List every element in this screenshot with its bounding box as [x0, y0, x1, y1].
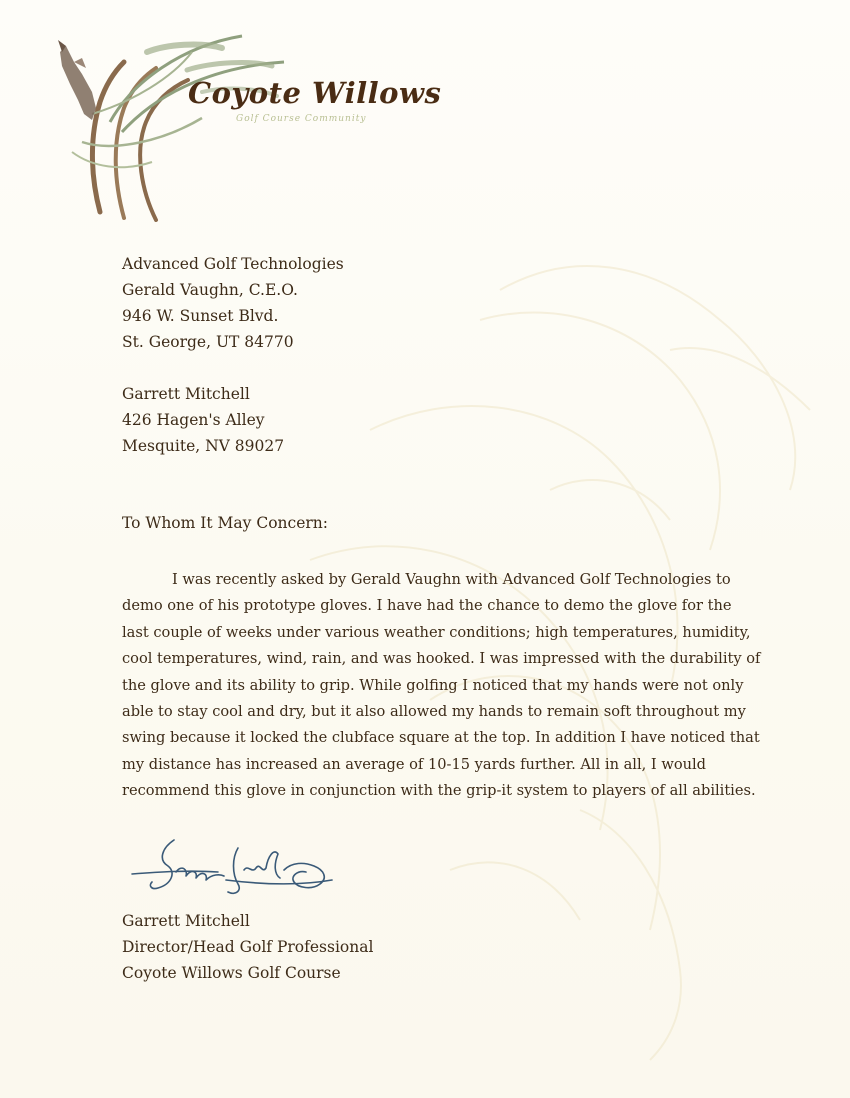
- letterhead-subtitle: Golf Course Community: [236, 114, 367, 124]
- recipient-street: 946 W. Sunset Blvd.: [122, 307, 279, 325]
- sender-street: 426 Hagen's Alley: [122, 411, 265, 429]
- letterhead-title: Coyote Willows: [188, 76, 442, 110]
- howling-coyote-graphic: [58, 40, 96, 120]
- body-line: able to stay cool and dry, but it also allowed my hands to remain soft throughout my: [122, 703, 746, 721]
- sender-city: Mesquite, NV 89027: [122, 437, 285, 455]
- body-line: last couple of weeks under various weather conditions; high temperatures, humidity,: [122, 623, 751, 641]
- letter-body: [122, 567, 761, 805]
- recipient-address: [122, 251, 344, 355]
- recipient-city: St. George, UT 84770: [122, 333, 294, 351]
- closing-signature-block: [122, 908, 373, 986]
- sender-address: [122, 381, 284, 459]
- body-line: swing because it locked the clubface square at the top. In addition I have noticed that: [122, 729, 760, 747]
- sender-name: Garrett Mitchell: [122, 385, 250, 403]
- body-line: cool temperatures, wind, rain, and was hooked. I was impressed with the durability of: [122, 650, 761, 668]
- body-line: I was recently asked by Gerald Vaughn with Advanced Golf Technologies to: [172, 571, 731, 588]
- signer-name: Garrett Mitchell: [122, 912, 250, 930]
- recipient-company: Advanced Golf Technologies: [122, 255, 344, 273]
- willow-branches-graphic: [72, 36, 284, 220]
- signer-title: Director/Head Golf Professional: [122, 938, 374, 956]
- recipient-name: Gerald Vaughn, C.E.O.: [122, 281, 298, 299]
- body-line: demo one of his prototype gloves. I have had the chance to demo the glove for the: [122, 597, 732, 615]
- body-line: recommend this glove in conjunction with the grip-it system to players of all abilities.: [122, 782, 756, 800]
- body-line: the glove and its ability to grip. While golfing I noticed that my hands were not only: [122, 676, 744, 694]
- handwritten-signature: [128, 834, 338, 900]
- body-line: my distance has increased an average of 10-15 yards further. All in all, I would: [122, 755, 707, 773]
- salutation: To Whom It May Concern:: [122, 514, 328, 532]
- signer-organization: Coyote Willows Golf Course: [122, 964, 341, 982]
